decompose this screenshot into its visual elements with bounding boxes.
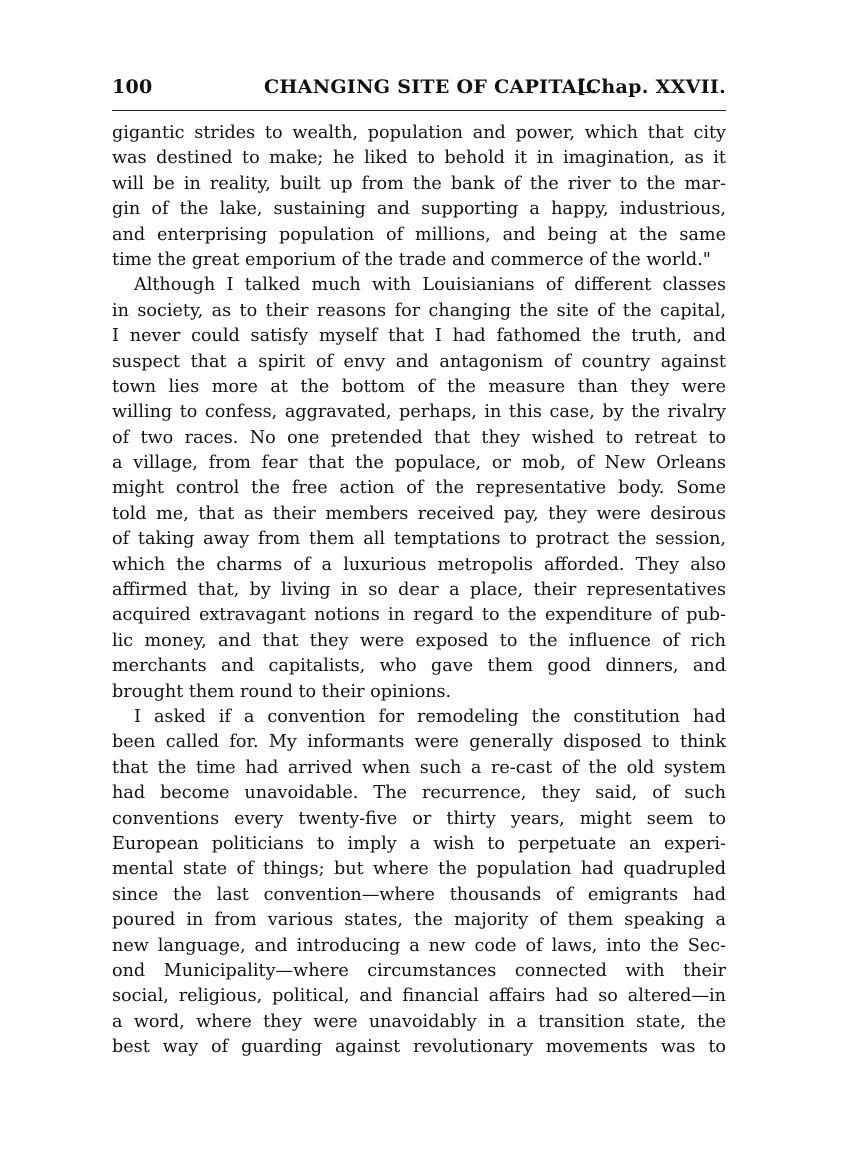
text-line: Although I talked much with Louisianians of different classes [134, 275, 726, 296]
text-line: merchants and capitalists, who gave them good dinners, and [112, 656, 726, 677]
text-line: affirmed that, by living in so dear a place, their representatives [112, 580, 726, 601]
text-line: new language, and introducing a new code of laws, into the Sec- [112, 935, 726, 956]
text-line: a village, from fear that the populace, or mob, of New Orleans [112, 453, 726, 474]
text-line: town lies more at the bottom of the measure than they were [112, 376, 726, 397]
text-line: European politicians to imply a wish to perpetuate an experi- [112, 833, 726, 854]
text-line: might control the free action of the representative body. Some [112, 478, 726, 499]
text-line: best way of guarding against revolutionary movements was to [112, 1037, 726, 1058]
header-rule [112, 110, 726, 111]
text-line: which the charms of a luxurious metropolis afforded. They also [112, 554, 726, 575]
page-number: 100 [112, 76, 153, 98]
text-line: poured in from various states, the majority of them speaking a [112, 910, 726, 931]
text-line: of two races. No one pretended that they wished to retreat to [112, 427, 726, 448]
body-text [112, 121, 726, 1060]
running-title: CHANGING SITE OF CAPITAL. [264, 76, 598, 98]
text-line: suspect that a spirit of envy and antagonism of country against [112, 351, 726, 372]
text-line: social, religious, political, and financial affairs had so altered—in [112, 986, 726, 1007]
text-line: in society, as to their reasons for changing the site of the capital, [112, 300, 726, 321]
text-line: mental state of things; but where the population had quadrupled [112, 859, 726, 880]
text-line: and enterprising population of millions, and being at the same [112, 224, 726, 245]
text-line: I asked if a convention for remodeling the constitution had [134, 706, 726, 727]
text-line: ond Municipality—where circumstances connected with their [112, 960, 726, 981]
text-line: will be in reality, built up from the bank of the river to the mar- [112, 173, 726, 194]
text-line: been called for. My informants were generally disposed to think [112, 732, 726, 753]
text-line: told me, that as their members received pay, they were desirous [112, 503, 726, 524]
text-line: acquired extravagant notions in regard to the expenditure of pub- [112, 605, 726, 626]
text-line: I never could satisfy myself that I had fathomed the truth, and [112, 326, 726, 347]
chapter-reference: [Chap. XXVII. [576, 76, 726, 98]
text-line: a word, where they were unavoidably in a transition state, the [112, 1011, 726, 1032]
text-line: of taking away from them all temptations to protract the session, [112, 529, 726, 550]
text-line: gigantic strides to wealth, population and power, which that city [112, 123, 726, 143]
text-line: gin of the lake, sustaining and supporting a happy, industrious, [112, 199, 726, 220]
text-line: since the last convention—where thousands of emigrants had [112, 884, 726, 905]
text-line: willing to confess, aggravated, perhaps, in this case, by the rivalry [112, 402, 726, 423]
text-line: had become unavoidable. The recurrence, they said, of such [112, 783, 726, 804]
text-line: time the great emporium of the trade and commerce of the world." [112, 249, 711, 270]
text-line: lic money, and that they were exposed to the influence of rich [112, 630, 726, 651]
text-line: brought them round to their opinions. [112, 681, 452, 702]
text-line: was destined to make; he liked to behold it in imagination, as it [112, 148, 726, 169]
running-head [112, 70, 726, 110]
book-page [112, 70, 726, 1060]
text-line: that the time had arrived when such a re-cast of the old system [112, 757, 726, 778]
text-line: conventions every twenty-five or thirty years, might seem to [112, 808, 726, 829]
